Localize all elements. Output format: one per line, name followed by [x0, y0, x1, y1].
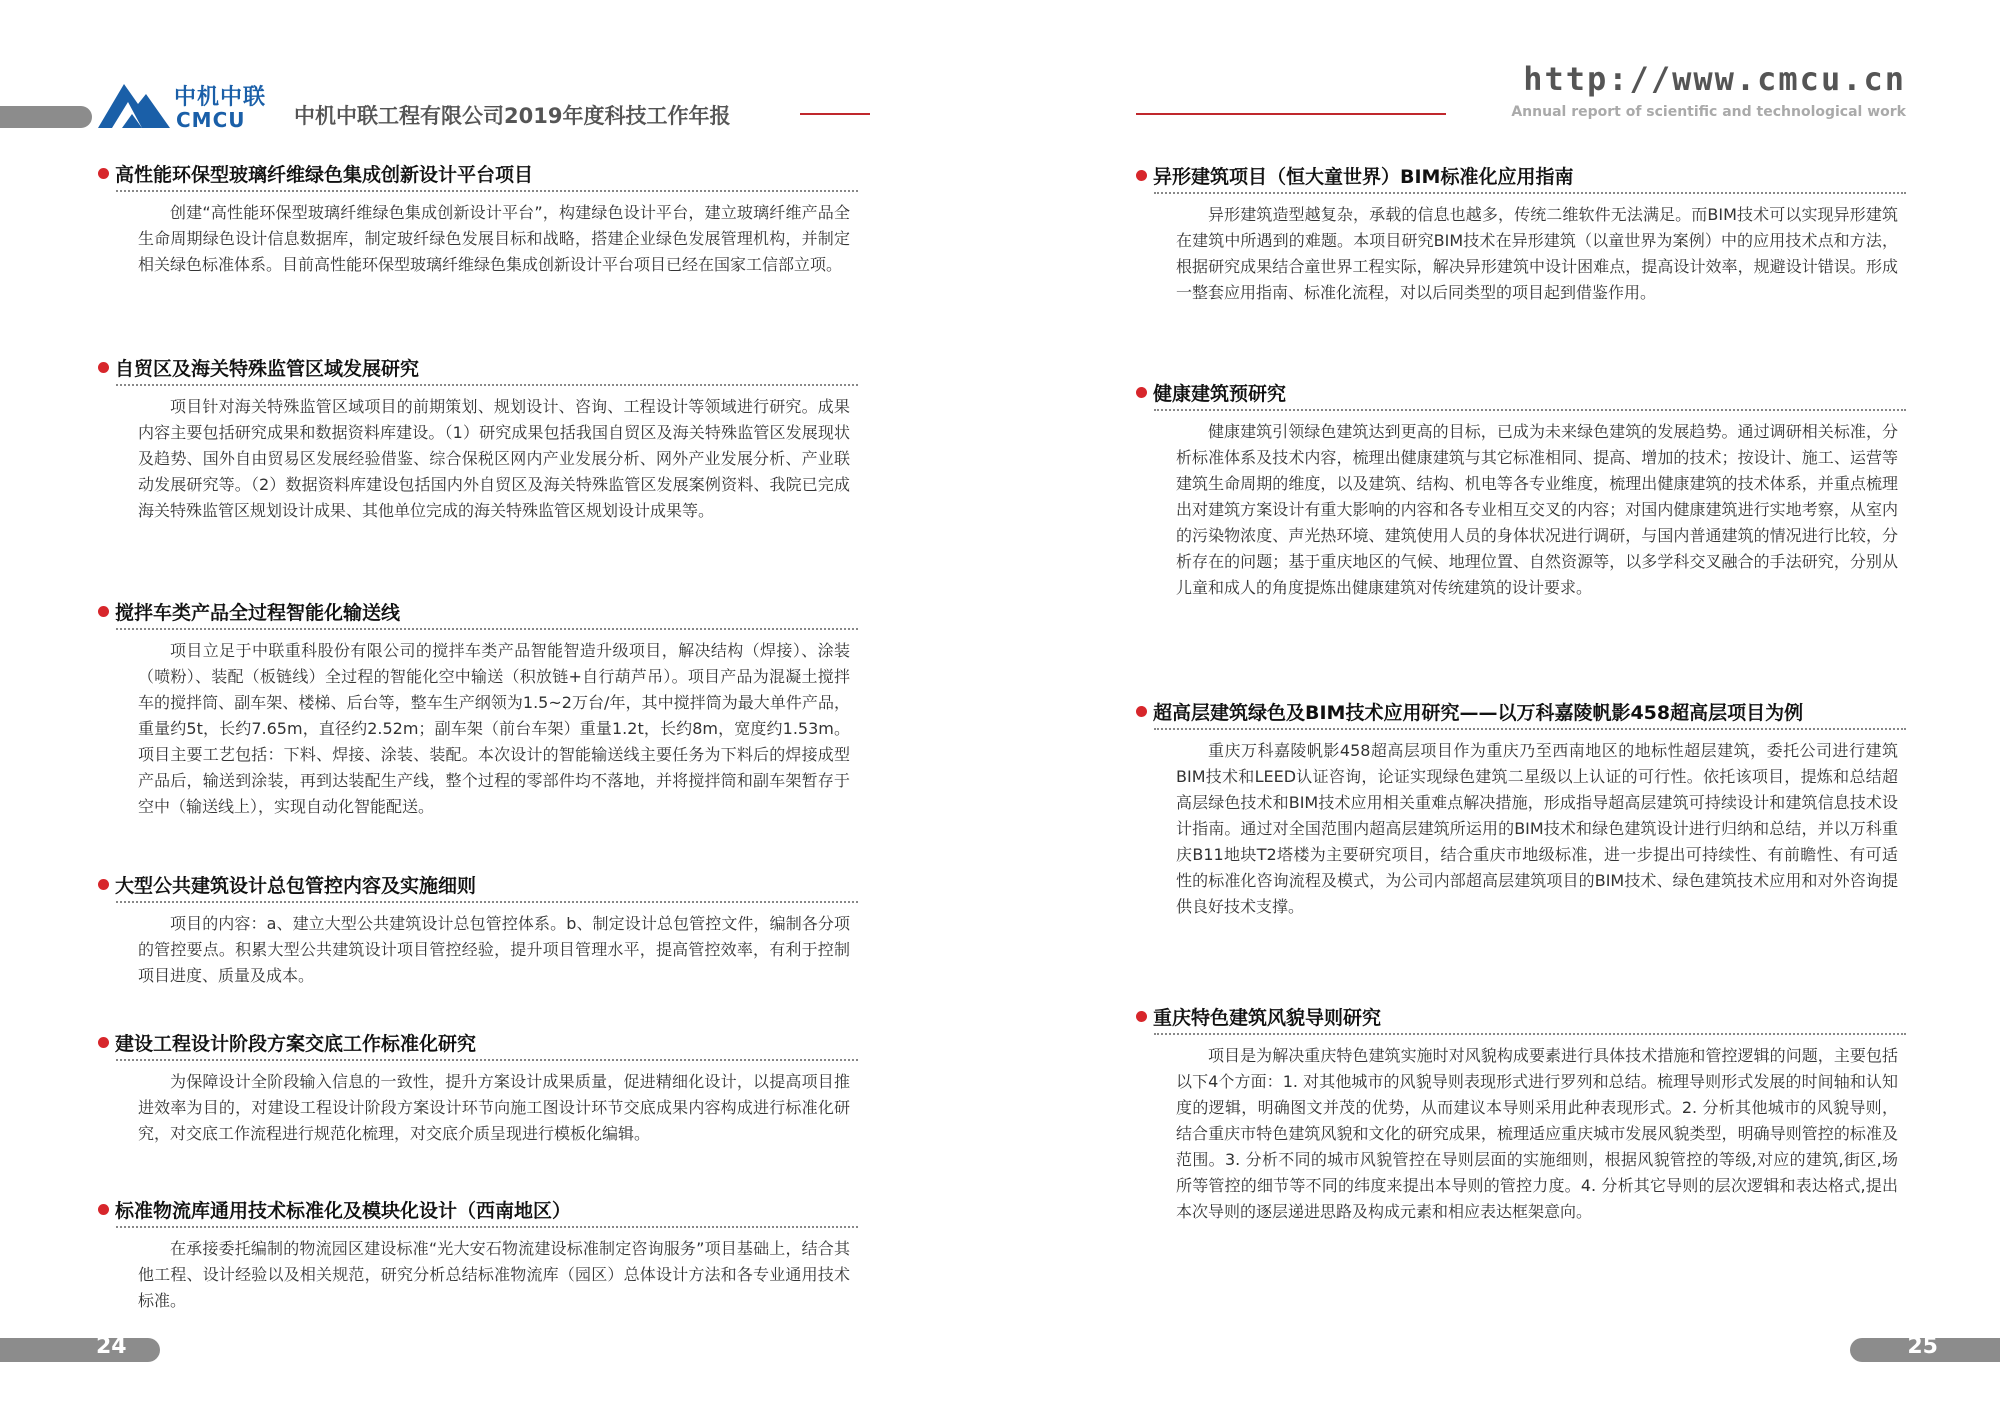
section-body: 项目是为解决重庆特色建筑实施时对风貌构成要素进行具体技术措施和管控逻辑的问题，主要包括以下4个方面：1. 对其他城市的风貌导则表现形式进行罗列和总结。梳理导则形式发展的时间轴和认知度的逻辑，明确图文并茂的优势，从而建议本导则采用此种表现形式。2. 分析其他城市的风貌导则，结合重庆市特色建筑风貌和文化的研究成果，梳理适应重庆城市发展风貌类型，明确导则管控的标准及范围。3. 分析不同的城市风貌管控在导则层面的实施细则，根据风貌管控的等级,对应的建筑,街区,场所等管控的细节等不同的纬度来提出本导则的管控力度。4. 分析其它导则的层次逻辑和表达格式,提出本次导则的逐层递进思路及构成元素和相应表达框架意向。 [1176, 1046, 1898, 1221]
bullet-dot-icon [1136, 706, 1147, 717]
dotted-divider [116, 384, 858, 386]
dotted-divider [116, 190, 858, 192]
dotted-divider [116, 1226, 858, 1228]
section-body: 为保障设计全阶段输入信息的一致性，提升方案设计成果质量，促进精细化设计，以提高项目推进效率为目的，对建设工程设计阶段方案设计环节向施工图设计环节交底成果内容构成进行标准化研究，对交底工作流程进行规范化梳理，对交底介质呈现进行模板化编辑。 [138, 1072, 850, 1143]
bullet-dot-icon [1136, 1011, 1147, 1022]
report-title: 中机中联工程有限公司2019年度科技工作年报 [294, 104, 731, 128]
footer-gray-bar [0, 1338, 160, 1362]
bullet-dot-icon [98, 1204, 109, 1215]
dotted-divider [116, 901, 858, 903]
section-logistics-warehouse [98, 1194, 858, 1314]
dotted-divider [1154, 409, 1906, 411]
company-logo [98, 74, 288, 134]
dotted-divider [1154, 1033, 1906, 1035]
section-body: 异形建筑造型越复杂，承载的信息也越多，传统二维软件无法满足。而BIM技术可以实现异形建筑在建筑中所遇到的难题。本项目研究BIM技术在异形建筑（以童世界为案例）中的应用技术点和方法，根据研究成果结合童世界工程实际，解决异形建筑中设计困难点，提高设计效率，规避设计错误。形成一整套应用指南、标准化流程，对以后同类型的项目起到借鉴作用。 [1176, 205, 1898, 302]
section-free-trade-zone [98, 352, 858, 524]
section-body: 健康建筑引领绿色建筑达到更高的目标，已成为未来绿色建筑的发展趋势。通过调研相关标准，分析标准体系及技术内容，梳理出健康建筑与其它标准相同、提高、增加的技术；按设计、施工、运营等建筑生命周期的维度，以及建筑、结构、机电等各专业维度，梳理出健康建筑的技术体系，并重点梳理出对建筑方案设计有重大影响的内容和各专业相互交叉的内容；对国内健康建筑进行实地考察，从室内的污染物浓度、声光热环境、建筑使用人员的身体状况进行调研，与国内普通建筑的情况进行比较，分析存在的问题；基于重庆地区的气候、地理位置、自然资源等，以多学科交叉融合的手法研究，分别从儿童和成人的角度提炼出健康建筑对传统建筑的设计要求。 [1176, 422, 1898, 597]
section-glass-fiber [98, 158, 858, 278]
section-title: 搅拌车类产品全过程智能化输送线 [115, 601, 401, 624]
section-title: 异形建筑项目（恒大童世界）BIM标准化应用指南 [1153, 165, 1574, 188]
section-title: 建设工程设计阶段方案交底工作标准化研究 [115, 1032, 477, 1055]
header-red-rule [800, 113, 870, 115]
bullet-dot-icon [98, 879, 109, 890]
header-gray-bar [0, 106, 92, 128]
section-public-building-control [98, 869, 858, 989]
website-url: http://www.cmcu.cn [1523, 60, 1906, 98]
page-number-right: 25 [1907, 1334, 1938, 1359]
section-healthy-building [1136, 377, 1906, 601]
dotted-divider [116, 1059, 858, 1061]
section-title: 标准物流库通用技术标准化及模块化设计（西南地区） [115, 1199, 572, 1222]
section-title: 大型公共建筑设计总包管控内容及实施细则 [115, 874, 477, 897]
section-body: 创建“高性能环保型玻璃纤维绿色集成创新设计平台”，构建绿色设计平台，建立玻璃纤维产品全生命周期绿色设计信息数据库，制定玻纤绿色发展目标和战略，搭建企业绿色发展管理机构，并制定相关绿色标准体系。目前高性能环保型玻璃纤维绿色集成创新设计平台项目已经在国家工信部立项。 [138, 203, 850, 274]
logo-mountain-icon [98, 78, 170, 130]
section-design-handover [98, 1027, 858, 1147]
section-body: 重庆万科嘉陵帆影458超高层项目作为重庆乃至西南地区的地标性超层建筑，委托公司进行建筑BIM技术和LEED认证咨询，论证实现绿色建筑二星级以上认证的可行性。依托该项目，提炼和总结超高层绿色技术和BIM技术应用相关重难点解决措施，形成指导超高层建筑可持续设计和建筑信息技术设计指南。通过对全国范围内超高层建筑所运用的BIM技术和绿色建筑设计进行归纳和总结，并以万科重庆B11地块T2塔楼为主要研究项目，结合重庆市地级标准，进一步提出可持续性、有前瞻性、有可适性的标准化咨询流程及模式，为公司内部超高层建筑项目的BIM技术、绿色建筑技术应用和对外咨询提供良好技术支撑。 [1176, 741, 1898, 916]
section-body: 在承接委托编制的物流园区建设标准“光大安石物流建设标准制定咨询服务”项目基础上，结合其他工程、设计经验以及相关规范，研究分析总结标准物流库（园区）总体设计方法和各专业通用技术标准。 [138, 1239, 850, 1310]
section-body: 项目立足于中联重科股份有限公司的搅拌车类产品智能智造升级项目，解决结构（焊接）、涂装（喷粉）、装配（板链线）全过程的智能化空中输送（积放链+自行葫芦吊）。项目产品为混凝土搅拌车的搅拌筒、副车架、楼梯、后台等，整车生产纲领为1.5~2万台/年，其中搅拌筒为最大单件产品，重量约5t，长约7.65m，直径约2.52m；副车架（前台车架）重量1.2t，长约8m，宽度约1.53m。项目主要工艺包括：下料、焊接、涂装、装配。本次设计的智能输送线主要任务为下料后的焊接成型产品后，输送到涂装，再到达装配生产线，整个过程的零部件均不落地，并将搅拌筒和副车架暂存于空中（输送线上），实现自动化智能配送。 [138, 641, 850, 816]
bullet-dot-icon [98, 362, 109, 373]
bullet-dot-icon [98, 606, 109, 617]
bullet-dot-icon [98, 168, 109, 179]
dotted-divider [1154, 728, 1906, 730]
bullet-dot-icon [1136, 387, 1147, 398]
logo-text-cn: 中机中联 [174, 85, 267, 110]
section-super-highrise-bim [1136, 696, 1906, 920]
bullet-dot-icon [1136, 170, 1147, 181]
dotted-divider [116, 628, 858, 630]
section-title: 高性能环保型玻璃纤维绿色集成创新设计平台项目 [115, 163, 534, 186]
dotted-divider [1154, 192, 1906, 194]
right-page [1000, 0, 2000, 1414]
section-title: 超高层建筑绿色及BIM技术应用研究——以万科嘉陵帆影458超高层项目为例 [1153, 701, 1804, 724]
section-body: 项目针对海关特殊监管区域项目的前期策划、规划设计、咨询、工程设计等领域进行研究。成果内容主要包括研究成果和数据资料库建设。（1）研究成果包括我国自贸区及海关特殊监管区发展现状及趋势、国外自由贸易区发展经验借鉴、综合保税区网内产业发展分析、网外产业发展分析、产业联动发展研究等。（2）数据资料库建设包括国内外自贸区及海关特殊监管区发展案例资料、我院已完成海关特殊监管区规划设计成果、其他单位完成的海关特殊监管区规划设计成果等。 [138, 397, 850, 520]
logo-text-en: CMCU [176, 108, 246, 132]
page-number-left: 24 [96, 1334, 127, 1359]
section-mixer-truck-line [98, 596, 858, 820]
section-title: 重庆特色建筑风貌导则研究 [1153, 1006, 1382, 1029]
section-title: 自贸区及海关特殊监管区域发展研究 [115, 357, 420, 380]
section-chongqing-style-guide [1136, 1001, 1906, 1225]
section-body: 项目的内容：a、建立大型公共建筑设计总包管控体系。b、制定设计总包管控文件，编制各分项的管控要点。积累大型公共建筑设计项目管控经验，提升项目管理水平，提高管控效率，有利于控制项目进度、质量及成本。 [138, 914, 850, 985]
section-bim-irregular-building [1136, 160, 1906, 306]
bullet-dot-icon [98, 1037, 109, 1048]
report-subtitle-en: Annual report of scientific and technological work [1511, 104, 1906, 120]
header-red-rule [1136, 113, 1446, 115]
section-title: 健康建筑预研究 [1153, 382, 1287, 405]
